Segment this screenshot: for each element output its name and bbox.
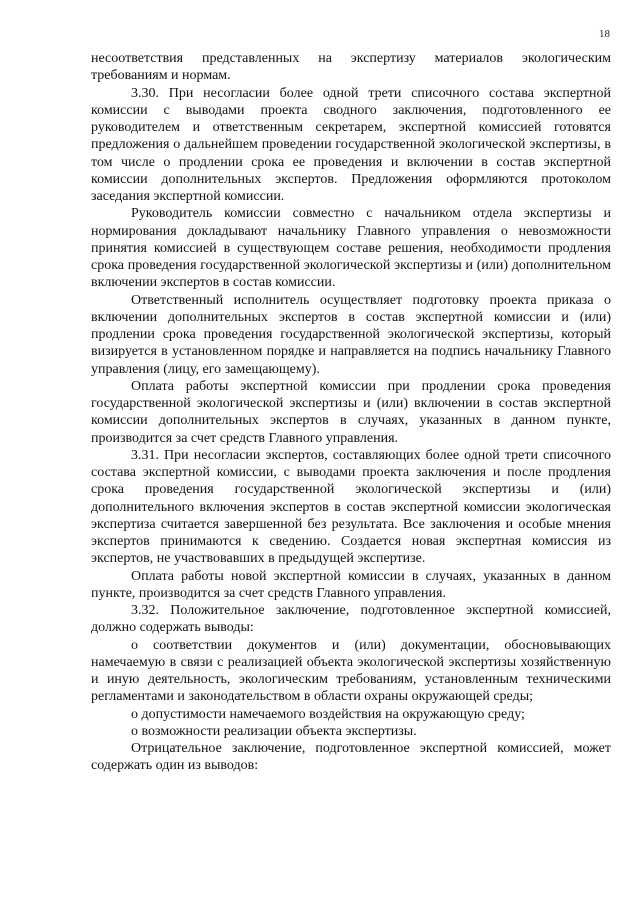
page-number: 18 bbox=[599, 28, 610, 40]
paragraph-3-32: 3.32. Положительное заключение, подготовленное экспертной комиссией, должно содержать выводы: bbox=[91, 603, 611, 636]
paragraph-payment-extension: Оплата работы экспертной комиссии при продлении срока проведения государственной экологической экспертизы и (или) включении в состав экспертной комиссии дополнительных экспертов в случаях, указанных в данном пункте, производится за счет средств Главного управления. bbox=[91, 378, 611, 446]
paragraph-order-preparation: Ответственный исполнитель осуществляет подготовку проекта приказа о включении дополнительных экспертов в состав экспертной комиссии и (или) продлении срока проведения государственной экологической экспертизы, который визируется в установленном порядке и направляется на подпись начальнику Главного управления (лицу, его замещающему). bbox=[91, 292, 611, 377]
paragraph-3-30: 3.30. При несогласии более одной трети списочного состава экспертной комиссии с выводами проекта сводного заключения, подготовленного ее руководителем и ответственным секретарем, экспертной комиссией готовятся предложения о дальнейшем проведении государственной экологической экспертизы, в том числе о продлении срока ее проведения и включении в состав экспертной комиссии дополнительных экспертов. Предложения оформляются протоколом заседания экспертной комиссии. bbox=[91, 85, 611, 204]
paragraph-negative-conclusion: Отрицательное заключение, подготовленное экспертной комиссией, может содержать один из выводов: bbox=[91, 741, 611, 774]
paragraph-3-31: 3.31. При несогласии экспертов, составляющих более одной трети списочного состава экспертной комиссии, с выводами проекта заключения и после продления срока проведения государственной экологической экспертизы и (или) дополнительного включения экспертов в состав экспертной комиссии экологическая экспертиза считается завершенной без результата. Все заключения и особые мнения экспертов принимаются к сведению. Создается новая экспертная комиссия из экспертов, не участвовавших в предыдущей экспертизе. bbox=[91, 447, 611, 567]
list-item-admissibility: о допустимости намечаемого воздействия на окружающую среду; bbox=[131, 706, 525, 722]
paragraph-commission-head-report: Руководитель комиссии совместно с начальником отдела экспертизы и нормирования докладывают начальнику Главного управления о невозможности принятия комиссией в существующем составе решения, необходимости продления срока проведения государственной экологической экспертизы и (или) дополнительном включении экспертов в состав комиссии. bbox=[91, 206, 611, 291]
paragraph-continuation: несоответствия представленных на экспертизу материалов экологическим требованиям и нормам. bbox=[91, 51, 611, 84]
list-item-compliance: о соответствии документов и (или) документации, обосновывающих намечаемую в связи с реализацией объекта экологической экспертизы хозяйственную и иную деятельность, экологическим требованиям, установленным техническими регламентами и законодательством в области охраны окружающей среды; bbox=[91, 637, 611, 705]
list-item-feasibility: о возможности реализации объекта экспертизы. bbox=[131, 723, 417, 739]
document-body bbox=[91, 50, 611, 775]
paragraph-payment-new-commission: Оплата работы новой экспертной комиссии в случаях, указанных в данном пункте, производится за счет средств Главного управления. bbox=[91, 568, 611, 601]
